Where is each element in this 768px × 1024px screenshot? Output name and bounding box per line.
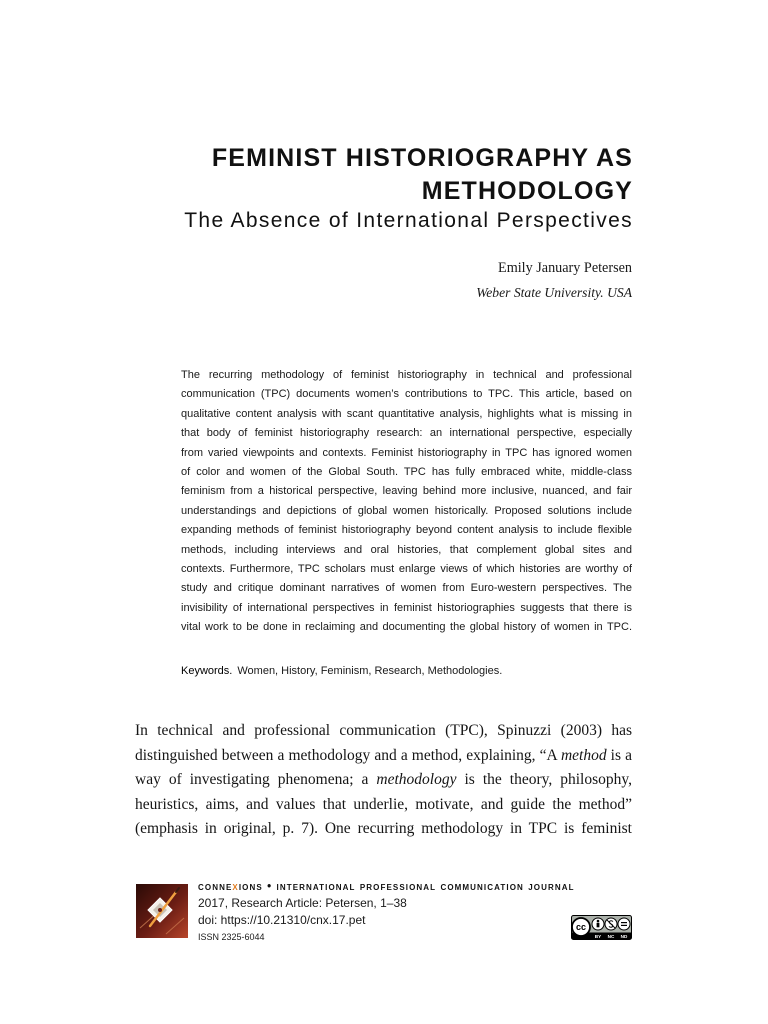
body-italic-term: method <box>560 746 607 764</box>
doi-link[interactable]: doi: https://10.21310/cnx.17.pet <box>198 913 366 927</box>
abstract-line: methods, including interviews and oral histories, that complement global sites and <box>181 543 632 556</box>
article-subtitle: The Absence of International Perspectives <box>184 209 633 232</box>
abstract-line: understandings and depictions of global women historically. Proposed solutions include <box>181 504 632 517</box>
article-title-line: METHODOLOGY <box>421 177 633 205</box>
keywords-list: Women, History, Feminism, Research, Methodologies. <box>237 665 503 677</box>
abstract-line: of color and women of the Global South. TPC has fully embraced white, middle-class <box>181 466 632 479</box>
journal-name-accent: x <box>232 881 239 893</box>
abstract-line: communication (TPC) documents women’s contributions to TPC. This article, based on <box>181 388 632 401</box>
body-line <box>135 793 632 818</box>
abstract-line: qualitative content analysis with scant quantitative analysis, highlights what is missing in <box>181 407 632 420</box>
keywords <box>181 661 502 681</box>
body-paragraph <box>135 719 632 842</box>
cc-by-nc-nd-icon[interactable] <box>571 915 632 940</box>
journal-name <box>198 880 575 894</box>
cc-by-label: BY <box>594 934 602 939</box>
body-text-segment: (emphasis in original, p. 7). One recurring methodology in TPC is feminist <box>135 820 632 837</box>
abstract <box>181 366 632 638</box>
body-line <box>135 817 632 842</box>
abstract-line: The recurring methodology of feminist historiography in technical and professional <box>181 369 632 381</box>
body-line <box>135 719 632 744</box>
author-affiliation: Weber State University. USA <box>476 285 632 300</box>
cc-nd-label: ND <box>620 934 628 939</box>
body-line <box>135 744 632 769</box>
article-title-line: FEMINIST HISTORIOGRAPHY AS <box>211 144 633 172</box>
abstract-line: vital work to be done in reclaiming and documenting the global history of women in TPC. <box>181 621 632 634</box>
cc-logo-text: cc <box>575 922 587 933</box>
issn-number: ISSN 2325-6044 <box>198 932 265 942</box>
abstract-line: that body of feminist historiography research: an international perspective, especially <box>181 427 632 440</box>
connexions-logo-icon <box>136 884 188 938</box>
cc-nc-label: NC <box>607 934 615 939</box>
abstract-line: from varied viewpoints and contexts. Feminist historiography in TPC has ignored women <box>181 446 632 459</box>
body-text-segment: is a <box>606 746 632 764</box>
body-line <box>135 768 632 793</box>
journal-name-suffix: ions • international professional communication journal <box>238 881 575 893</box>
abstract-line: expanding methods of feminist historiography beyond content analysis to include flexible <box>181 524 632 537</box>
body-text-segment: heuristics, aims, and values that underlie, motivate, and guide the method” <box>135 795 632 813</box>
abstract-line: contexts. Furthermore, TPC scholars must enlarge views of which histories are worthy of <box>181 563 632 576</box>
body-text-segment: In technical and professional communication (TPC), Spinuzzi (2003) has <box>135 722 632 739</box>
article-title <box>212 142 633 208</box>
body-text-segment: way of investigating phenomena; a <box>135 771 377 788</box>
author-name: Emily January Petersen <box>498 260 632 276</box>
abstract-line: invisibility of international perspectives in feminist historiographies suggests that there is <box>181 601 632 614</box>
body-italic-term: methodology <box>376 771 457 788</box>
article-citation: 2017, Research Article: Petersen, 1–38 <box>198 896 407 910</box>
journal-name-prefix: conne <box>198 881 233 893</box>
abstract-line: study and critique dominant narratives of women from Euro-western perspectives. The <box>181 582 632 595</box>
keywords-label: Keywords. <box>181 665 233 677</box>
abstract-line: feminism from a historical perspective, leaving behind more inclusive, nuanced, and fair <box>181 485 632 498</box>
body-text-segment: distinguished between a methodology and a method, explaining, “A <box>135 746 561 764</box>
body-text-segment: is the theory, philosophy, <box>456 771 632 788</box>
